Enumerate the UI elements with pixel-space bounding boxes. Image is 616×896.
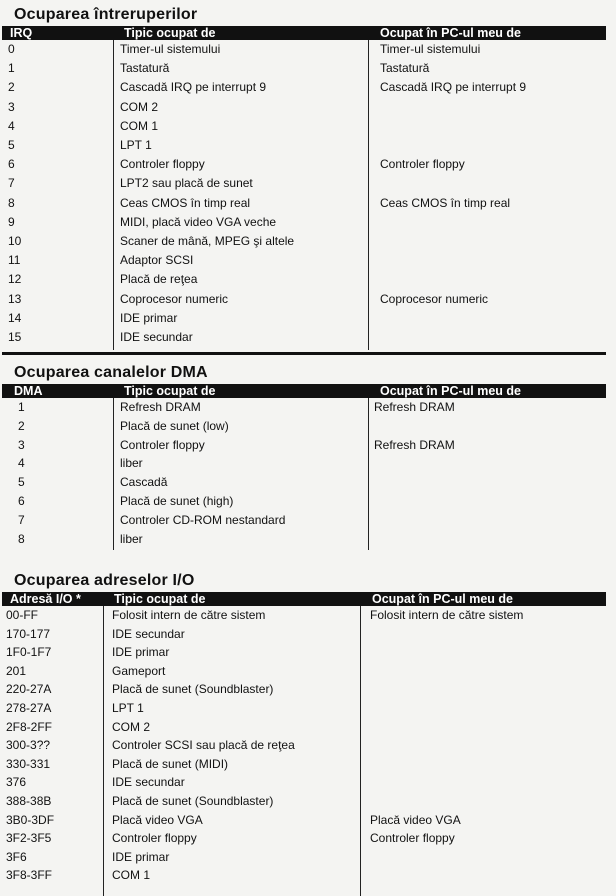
cell-id: 220-27A	[6, 682, 52, 697]
cell-typical: Controler SCSI sau placă de reţea	[112, 738, 295, 753]
cell-id: 5	[8, 138, 15, 152]
dma-table-body	[2, 398, 606, 550]
cell-id: 15	[8, 330, 22, 344]
cell-mine: Controler floppy	[370, 831, 455, 846]
cell-typical: IDE secundar	[120, 330, 193, 344]
cell-id: 12	[8, 272, 22, 287]
io-section-title: Ocuparea adreselor I/O	[14, 572, 195, 589]
cell-id: 3F8-3FF	[6, 868, 53, 883]
cell-typical: liber	[120, 531, 143, 546]
cell-mine: Cascadă IRQ pe interrupt 9	[380, 80, 527, 95]
cell-typical: IDE primar	[120, 310, 178, 325]
irq-table-header	[2, 26, 606, 40]
table-row	[2, 419, 606, 438]
cell-typical: Placă de sunet (MIDI)	[112, 756, 229, 771]
table-row	[2, 330, 606, 349]
cell-id: 6	[8, 157, 15, 172]
cell-typical: Placă de sunet (Soundblaster)	[112, 682, 274, 697]
table-row	[2, 253, 606, 272]
cell-typical: LPT 1	[112, 701, 144, 715]
table-row	[2, 532, 606, 551]
cell-typical: IDE secundar	[112, 626, 185, 641]
table-row	[2, 456, 606, 475]
cell-id: 6	[18, 494, 25, 508]
cell-mine: Timer-ul sistemului	[380, 42, 481, 56]
cell-id: 1F0-1F7	[6, 645, 52, 660]
table-row	[2, 738, 606, 757]
table-row	[2, 400, 606, 419]
cell-id: 330-331	[6, 756, 51, 771]
cell-id: 9	[8, 214, 15, 229]
table-row	[2, 627, 606, 646]
cell-id: 7	[8, 176, 15, 191]
table-row	[2, 813, 606, 832]
cell-typical: Coprocesor numeric	[120, 291, 229, 306]
table-row	[2, 215, 606, 234]
irq-header-col2: Tipic ocupat de	[124, 26, 216, 40]
cell-typical: Cascadă	[120, 475, 168, 490]
table-row	[2, 868, 606, 887]
table-row	[2, 272, 606, 291]
irq-bottom-rule	[2, 352, 606, 355]
table-row	[2, 80, 606, 99]
cell-typical: COM 2	[112, 719, 151, 734]
table-row	[2, 513, 606, 532]
cell-typical: LPT 1	[120, 138, 152, 152]
table-row	[2, 292, 606, 311]
cell-id: 3B0-3DF	[6, 812, 55, 827]
cell-id: 3F2-3F5	[6, 831, 52, 846]
irq-header-col1: IRQ	[10, 26, 33, 40]
table-row	[2, 757, 606, 776]
cell-typical: Folosit intern de către sistem	[112, 608, 266, 622]
cell-typical: Placă de reţea	[120, 272, 198, 287]
table-row	[2, 234, 606, 253]
cell-typical: Scaner de mână, MPEG şi altele	[120, 234, 295, 248]
cell-id: 4	[18, 456, 25, 471]
cell-id: 1	[18, 400, 25, 414]
table-row	[2, 645, 606, 664]
table-row	[2, 775, 606, 794]
table-row	[2, 100, 606, 119]
cell-typical: liber	[120, 456, 143, 471]
table-row	[2, 138, 606, 157]
irq-section-title: Ocuparea întreruperilor	[14, 6, 198, 23]
cell-typical: Ceas CMOS în timp real	[120, 195, 251, 210]
cell-id: 14	[8, 310, 22, 325]
table-row	[2, 494, 606, 513]
cell-id: 2	[18, 418, 25, 433]
dma-header-col3: Ocupat în PC-ul meu de	[380, 384, 521, 398]
cell-id: 3	[18, 437, 25, 452]
cell-typical: Refresh DRAM	[120, 400, 201, 414]
table-row	[2, 682, 606, 701]
cell-id: 201	[6, 663, 27, 678]
cell-id: 1	[8, 61, 15, 76]
cell-id: 300-3??	[6, 738, 51, 753]
table-row	[2, 311, 606, 330]
cell-mine: Placă video VGA	[370, 812, 461, 827]
cell-typical: IDE primar	[112, 849, 170, 864]
io-header-col2: Tipic ocupat de	[114, 592, 206, 606]
cell-mine: Controler floppy	[380, 157, 465, 172]
cell-id: 8	[18, 531, 25, 546]
table-row	[2, 701, 606, 720]
cell-typical: MIDI, placă video VGA veche	[120, 214, 277, 229]
cell-typical: Controler floppy	[120, 437, 205, 452]
cell-id: 4	[8, 118, 15, 133]
cell-mine: Ceas CMOS în timp real	[380, 195, 511, 210]
cell-typical: Placă de sunet (low)	[120, 418, 229, 433]
cell-id: 2F8-2FF	[6, 719, 53, 734]
io-section	[0, 570, 616, 896]
io-header-col1: Adresă I/O *	[10, 592, 81, 606]
cell-id: 10	[8, 234, 22, 248]
table-row	[2, 475, 606, 494]
cell-typical: IDE secundar	[112, 775, 185, 790]
cell-typical: Controler CD-ROM nestandard	[120, 512, 286, 527]
cell-typical: COM 2	[120, 99, 159, 114]
cell-typical: Placă de sunet (Soundblaster)	[112, 794, 274, 808]
cell-typical: Controler floppy	[120, 157, 205, 172]
cell-id: 170-177	[6, 626, 51, 641]
table-row	[2, 42, 606, 61]
table-row	[2, 794, 606, 813]
table-row	[2, 720, 606, 739]
cell-id: 8	[8, 195, 15, 210]
cell-id: 376	[6, 775, 27, 790]
dma-header-col2: Tipic ocupat de	[124, 384, 216, 398]
table-row	[2, 196, 606, 215]
cell-typical: IDE primar	[112, 645, 170, 660]
cell-typical: LPT2 sau placă de sunet	[120, 176, 253, 191]
cell-typical: Gameport	[112, 663, 166, 678]
table-row	[2, 176, 606, 195]
cell-typical: COM 1	[120, 118, 159, 133]
table-row	[2, 119, 606, 138]
cell-id: 0	[8, 42, 15, 56]
cell-id: 13	[8, 291, 22, 306]
dma-section-title: Ocuparea canalelor DMA	[14, 364, 208, 381]
io-table-header	[2, 592, 606, 606]
cell-mine: Tastatură	[380, 61, 430, 76]
cell-typical: Adaptor SCSI	[120, 253, 194, 268]
cell-id: 2	[8, 80, 15, 95]
cell-id: 3F6	[6, 849, 27, 864]
cell-id: 00-FF	[6, 608, 39, 622]
table-row	[2, 608, 606, 627]
table-row	[2, 157, 606, 176]
cell-typical: Placă de sunet (high)	[120, 494, 234, 508]
cell-typical: Cascadă IRQ pe interrupt 9	[120, 80, 267, 95]
cell-typical: Timer-ul sistemului	[120, 42, 221, 56]
cell-id: 3	[8, 99, 15, 114]
table-row	[2, 664, 606, 683]
table-row	[2, 831, 606, 850]
cell-mine: Refresh DRAM	[374, 437, 455, 452]
irq-section	[0, 4, 616, 350]
cell-typical: Tastatură	[120, 61, 170, 76]
cell-id: 5	[18, 475, 25, 490]
cell-mine: Coprocesor numeric	[380, 291, 489, 306]
cell-id: 388-38B	[6, 794, 52, 808]
io-header-col3: Ocupat în PC-ul meu de	[372, 592, 513, 606]
table-row	[2, 438, 606, 457]
cell-mine: Refresh DRAM	[374, 400, 455, 414]
cell-id: 7	[18, 512, 25, 527]
dma-section	[0, 362, 616, 550]
table-row	[2, 61, 606, 80]
cell-typical: Placă video VGA	[112, 812, 203, 827]
cell-mine: Folosit intern de către sistem	[370, 608, 524, 622]
table-row	[2, 850, 606, 869]
irq-table-body	[2, 40, 606, 350]
irq-header-col3: Ocupat în PC-ul meu de	[380, 26, 521, 40]
cell-typical: COM 1	[112, 868, 151, 883]
cell-id: 11	[8, 253, 21, 268]
dma-header-col1: DMA	[14, 384, 43, 398]
cell-id: 278-27A	[6, 701, 52, 715]
dma-table-header	[2, 384, 606, 398]
io-table-body	[2, 606, 606, 896]
cell-typical: Controler floppy	[112, 831, 197, 846]
